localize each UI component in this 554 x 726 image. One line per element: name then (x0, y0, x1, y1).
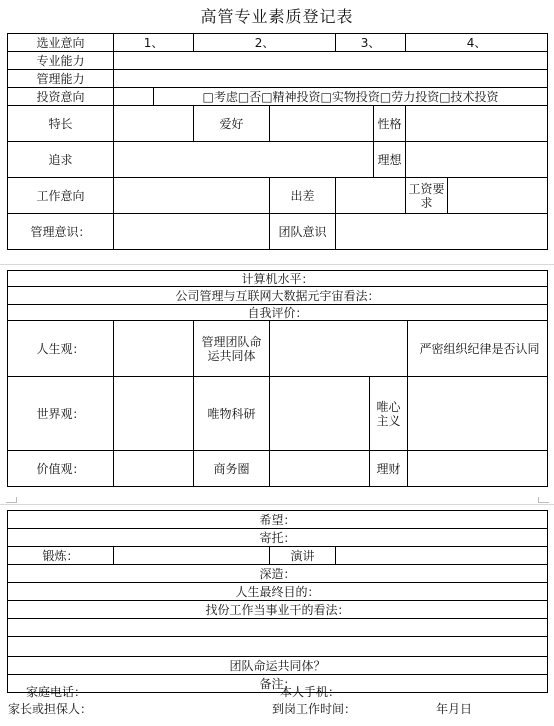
specialty-field[interactable] (114, 106, 194, 142)
own-mobile-label: 本人手机： (280, 685, 341, 699)
table-row (8, 142, 548, 178)
intention-cell-1[interactable]: 1、 (114, 34, 194, 52)
table-row (8, 451, 548, 487)
self-evaluation-table (7, 270, 548, 487)
page-title: 高管专业素质登记表 (200, 7, 354, 26)
management-ability-field[interactable] (114, 70, 548, 88)
table-row (8, 52, 548, 70)
speech-field[interactable] (336, 547, 548, 565)
table-row (8, 287, 548, 305)
table-row (8, 601, 548, 619)
table-row (8, 321, 548, 377)
aspiration-table (7, 510, 548, 693)
materialism-field[interactable] (270, 377, 370, 451)
team-destiny-field[interactable] (270, 321, 408, 377)
finance-field[interactable] (408, 451, 548, 487)
ideal-field[interactable] (406, 142, 548, 178)
start-time-label: 到岗工作时间： (272, 702, 357, 716)
world-view-label: 世界观： (8, 377, 114, 451)
table-row (8, 377, 548, 451)
work-intention-field[interactable] (114, 178, 270, 214)
management-ability-label: 管理能力 (8, 70, 114, 88)
salary-requirement-field[interactable] (448, 178, 548, 214)
table-row (8, 305, 548, 321)
intention-cell-3[interactable]: 3、 (336, 34, 406, 52)
table-row (8, 529, 548, 547)
investment-intention-label: 投资意向 (8, 88, 114, 106)
professional-ability-label: 专业能力 (8, 52, 114, 70)
table-row (8, 547, 548, 565)
business-travel-field[interactable] (336, 178, 406, 214)
guardian-label: 家长或担保人： (8, 702, 93, 716)
value-view-label: 价值观： (8, 451, 114, 487)
table-row (8, 565, 548, 583)
materialism-label: 唯物科研 (194, 377, 270, 451)
contact-footer (8, 685, 548, 719)
hope-row[interactable]: 希望： (8, 511, 548, 529)
hobby-label: 爱好 (194, 106, 270, 142)
trust-row[interactable]: 寄托： (8, 529, 548, 547)
page-corner-mark (538, 497, 549, 503)
work-intention-label: 工作意向 (8, 178, 114, 214)
table-row (8, 34, 548, 52)
metaverse-view-row[interactable]: 公司管理与互联网大数据元宇宙看法： (8, 287, 548, 305)
salary-requirement-label: 工资要求 (406, 178, 448, 214)
remarks-row[interactable]: 备注： (8, 675, 548, 693)
discipline-label: 严密组织纪律是否认同 (408, 321, 548, 377)
life-goal-row[interactable]: 人生最终目的： (8, 583, 548, 601)
computer-level-row[interactable]: 计算机水平： (8, 271, 548, 287)
blank-row[interactable] (8, 637, 548, 657)
table-row (8, 106, 548, 142)
professional-ability-field[interactable] (114, 52, 548, 70)
table-row (8, 70, 548, 88)
table-row (8, 178, 548, 214)
self-evaluation-row[interactable]: 自我评价： (8, 305, 548, 321)
character-label: 性格 (374, 106, 406, 142)
business-circle-label: 商务圈 (194, 451, 270, 487)
table-row (8, 271, 548, 287)
value-view-field[interactable] (114, 451, 194, 487)
investment-options[interactable]: □考虑□否□精神投资□实物投资□劳力投资□技术投资 (154, 88, 548, 106)
further-study-row[interactable]: 深造： (8, 565, 548, 583)
life-view-label: 人生观： (8, 321, 114, 377)
hobby-field[interactable] (270, 106, 374, 142)
intention-cell-4[interactable]: 4、 (406, 34, 548, 52)
intention-cell-2[interactable]: 2、 (194, 34, 336, 52)
basic-info-table (7, 33, 548, 250)
table-row (8, 657, 548, 675)
team-awareness-field[interactable] (336, 214, 548, 250)
home-phone-label: 家庭电话： (26, 685, 87, 699)
table-row (8, 88, 548, 106)
intention-label: 选业意向 (8, 34, 114, 52)
table-row (8, 583, 548, 601)
world-view-field[interactable] (114, 377, 194, 451)
management-awareness-field[interactable] (114, 214, 270, 250)
character-field[interactable] (406, 106, 548, 142)
business-circle-field[interactable] (270, 451, 370, 487)
table-row (8, 511, 548, 529)
finance-label: 理财 (370, 451, 408, 487)
investment-blank-cell[interactable] (114, 88, 154, 106)
pursuit-label: 追求 (8, 142, 114, 178)
exercise-field[interactable] (114, 547, 270, 565)
career-view-row[interactable]: 找份工作当事业干的看法： (8, 601, 548, 619)
speech-label: 演讲 (270, 547, 336, 565)
team-destiny-label: 管理团队命运共同体 (194, 321, 270, 377)
page-divider (0, 504, 554, 505)
idealism-label: 唯心主义 (370, 377, 408, 451)
specialty-label: 特长 (8, 106, 114, 142)
table-row (8, 637, 548, 657)
exercise-label: 锻炼： (8, 547, 114, 565)
table-row (8, 619, 548, 637)
table-row (8, 214, 548, 250)
page-corner-mark (6, 497, 17, 503)
team-question-row[interactable]: 团队命运共同体？ (8, 657, 548, 675)
life-view-field[interactable] (114, 321, 194, 377)
team-awareness-label: 团队意识 (270, 214, 336, 250)
pursuit-field[interactable] (114, 142, 374, 178)
page-divider (0, 264, 554, 265)
management-awareness-label: 管理意识： (8, 214, 114, 250)
blank-row[interactable] (8, 619, 548, 637)
date-label: 年月日 (436, 702, 473, 716)
ideal-label: 理想 (374, 142, 406, 178)
idealism-field[interactable] (408, 377, 548, 451)
business-travel-label: 出差 (270, 178, 336, 214)
